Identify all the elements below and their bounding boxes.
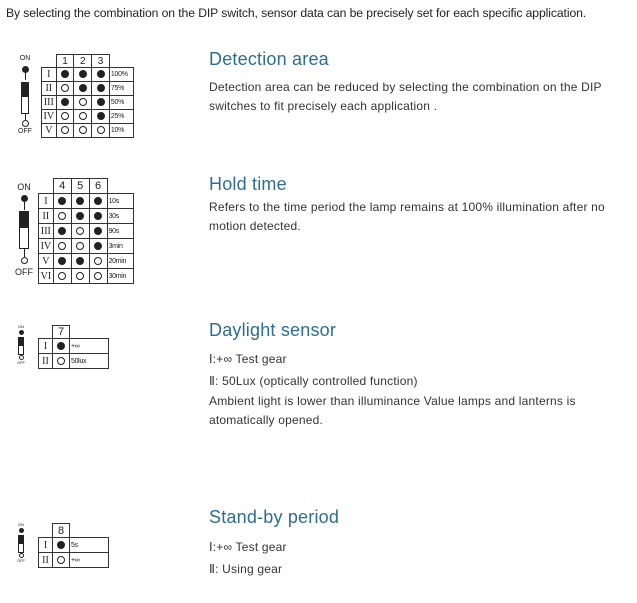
dip-state-cell [89, 254, 107, 269]
filled-circle-icon [94, 242, 102, 250]
dip-state-cell [74, 82, 92, 96]
filled-circle-icon [58, 257, 66, 265]
dip-state-cell [53, 553, 70, 568]
row-roman-numeral: IV [42, 110, 57, 124]
row-roman-numeral: I [39, 194, 54, 209]
row-value: +∞ [70, 339, 109, 354]
empty-circle-icon [58, 242, 66, 250]
on-indicator-icon [19, 528, 24, 533]
empty-circle-icon [58, 212, 66, 220]
col-header: 2 [74, 55, 92, 68]
row-roman-numeral: V [39, 254, 54, 269]
row-value: +∞ [70, 553, 109, 568]
col-header: 5 [71, 179, 89, 194]
switch-off-label: OFF [17, 558, 25, 563]
dip-switch-hold-time [10, 178, 126, 284]
intro-text: By selecting the combination on the DIP switch, sensor data can be precisely set for each specific application. [6, 6, 587, 20]
filled-circle-icon [97, 112, 105, 120]
filled-circle-icon [76, 257, 84, 265]
dip-state-cell [56, 82, 74, 96]
dip-state-cell [53, 354, 70, 369]
empty-circle-icon [76, 227, 84, 235]
off-indicator-icon [22, 120, 29, 127]
col-header: 3 [92, 55, 110, 68]
row-roman-numeral: VI [39, 269, 54, 284]
row-roman-numeral: III [42, 96, 57, 110]
filled-circle-icon [58, 227, 66, 235]
empty-circle-icon [61, 112, 69, 120]
empty-circle-icon [57, 357, 65, 365]
dip-state-cell [92, 68, 110, 82]
empty-circle-icon [94, 272, 102, 280]
row-value: 100% [109, 68, 133, 82]
row-value: 5s [70, 538, 109, 553]
section-desc-hold-time: Refers to the time period the lamp remains at 100% illumination after no motion detected. [209, 200, 605, 233]
empty-circle-icon [76, 242, 84, 250]
row-roman-numeral: II [42, 82, 57, 96]
row-value: 50lux [70, 354, 109, 369]
dip-state-cell [71, 194, 89, 209]
filled-circle-icon [97, 84, 105, 92]
arrow-up-icon [24, 202, 25, 210]
filled-circle-icon [79, 84, 87, 92]
row-value: 10% [109, 124, 133, 138]
col-header: 8 [53, 524, 70, 538]
dip-state-cell [53, 339, 70, 354]
filled-circle-icon [61, 70, 69, 78]
row-value: 30s [107, 209, 133, 224]
off-indicator-icon [21, 257, 28, 264]
row-value: 10s [107, 194, 133, 209]
filled-circle-icon [57, 342, 65, 350]
section-desc-detection-area: Detection area can be reduced by selecting the combination on the DIP switches to fit precisely each application . [209, 80, 602, 113]
filled-circle-icon [76, 212, 84, 220]
empty-circle-icon [97, 126, 105, 134]
dip-table [38, 523, 109, 568]
dip-state-cell [89, 269, 107, 284]
table-row [42, 110, 134, 124]
section-title-standby-period: Stand-by period [209, 507, 340, 527]
switch-off-label: OFF [17, 360, 25, 365]
standby-option-2: Ⅱ: Using gear [209, 562, 283, 576]
dip-state-cell [71, 224, 89, 239]
table-row [42, 124, 134, 138]
dip-toggle-graphic [10, 54, 40, 144]
dip-state-cell [89, 239, 107, 254]
empty-circle-icon [76, 272, 84, 280]
dip-toggle-graphic [10, 324, 32, 370]
table-row [39, 553, 109, 568]
on-indicator-icon [19, 330, 24, 335]
dip-state-cell [53, 209, 71, 224]
empty-circle-icon [79, 112, 87, 120]
dip-state-cell [53, 538, 70, 553]
row-value: 90s [107, 224, 133, 239]
switch-on-label: ON [18, 324, 24, 329]
dip-state-cell [71, 209, 89, 224]
switch-on-label: ON [18, 522, 24, 527]
table-row [39, 209, 134, 224]
dip-state-cell [89, 224, 107, 239]
row-roman-numeral: I [42, 68, 57, 82]
dip-state-cell [74, 68, 92, 82]
empty-circle-icon [58, 272, 66, 280]
table-row [39, 269, 134, 284]
row-value: 20min [107, 254, 133, 269]
table-row [39, 339, 109, 354]
table-row [42, 82, 134, 96]
row-roman-numeral: II [39, 553, 53, 568]
dip-state-cell [89, 209, 107, 224]
col-header: 1 [56, 55, 74, 68]
dip-state-cell [74, 96, 92, 110]
switch-off-label: OFF [15, 267, 33, 277]
dip-state-cell [89, 194, 107, 209]
dip-state-cell [92, 82, 110, 96]
standby-option-1: Ⅰ:+∞ Test gear [209, 540, 287, 554]
section-title-daylight-sensor: Daylight sensor [209, 320, 337, 340]
row-roman-numeral: I [39, 538, 53, 553]
filled-circle-icon [97, 70, 105, 78]
empty-circle-icon [57, 556, 65, 564]
row-value: 75% [109, 82, 133, 96]
daylight-option-1: Ⅰ:+∞ Test gear [209, 352, 287, 366]
empty-circle-icon [61, 84, 69, 92]
dip-state-cell [56, 110, 74, 124]
section-desc-daylight-sensor: Ambient light is lower than illuminance Value lamps and lanterns is atomatically opened. [209, 394, 576, 427]
dip-state-cell [92, 124, 110, 138]
arrow-up-icon [25, 73, 26, 80]
filled-circle-icon [94, 197, 102, 205]
arrow-down-icon [24, 249, 25, 257]
section-title-hold-time: Hold time [209, 174, 287, 194]
table-row [39, 254, 134, 269]
row-roman-numeral: I [39, 339, 53, 354]
filled-circle-icon [58, 197, 66, 205]
filled-circle-icon [61, 98, 69, 106]
filled-circle-icon [97, 98, 105, 106]
row-roman-numeral: II [39, 209, 54, 224]
dip-state-cell [53, 254, 71, 269]
switch-body [18, 535, 24, 553]
table-row [39, 194, 134, 209]
table-row [39, 224, 134, 239]
table-row [39, 239, 134, 254]
row-value: 30min [107, 269, 133, 284]
row-value: 3min [107, 239, 133, 254]
daylight-option-2: Ⅱ: 50Lux (optically controlled function) [209, 374, 418, 388]
col-header: 6 [89, 179, 107, 194]
table-row [39, 538, 109, 553]
dip-state-cell [71, 239, 89, 254]
col-header: 4 [53, 179, 71, 194]
dip-switch-standby-period [10, 522, 100, 568]
row-roman-numeral: IV [39, 239, 54, 254]
switch-body [18, 337, 24, 355]
dip-state-cell [71, 254, 89, 269]
col-header: 7 [53, 326, 70, 339]
filled-circle-icon [94, 227, 102, 235]
dip-table [38, 325, 109, 369]
dip-state-cell [53, 194, 71, 209]
dip-switch-daylight-sensor [10, 324, 100, 370]
dip-state-cell [56, 68, 74, 82]
dip-toggle-graphic [10, 522, 32, 568]
dip-state-cell [92, 110, 110, 124]
section-title-detection-area: Detection area [209, 49, 329, 69]
empty-circle-icon [61, 126, 69, 134]
dip-table [38, 178, 134, 284]
empty-circle-icon [94, 257, 102, 265]
dip-state-cell [53, 239, 71, 254]
dip-state-cell [53, 224, 71, 239]
dip-state-cell [92, 96, 110, 110]
dip-state-cell [74, 124, 92, 138]
empty-circle-icon [79, 126, 87, 134]
dip-state-cell [56, 124, 74, 138]
on-indicator-icon [22, 66, 29, 73]
switch-on-label: ON [19, 55, 31, 62]
switch-body [21, 82, 29, 114]
dip-state-cell [71, 269, 89, 284]
dip-state-cell [74, 110, 92, 124]
filled-circle-icon [57, 541, 65, 549]
switch-body [19, 211, 29, 249]
row-roman-numeral: III [39, 224, 54, 239]
dip-toggle-graphic [10, 178, 38, 284]
dip-state-cell [53, 269, 71, 284]
empty-circle-icon [79, 98, 87, 106]
table-row [39, 354, 109, 369]
dip-switch-detection-area [10, 54, 126, 144]
switch-off-label: OFF [18, 128, 32, 135]
table-row [42, 68, 134, 82]
dip-table [41, 54, 134, 138]
table-row [42, 96, 134, 110]
filled-circle-icon [94, 212, 102, 220]
switch-on-label: ON [17, 182, 31, 192]
row-roman-numeral: V [42, 124, 57, 138]
filled-circle-icon [76, 197, 84, 205]
row-value: 50% [109, 96, 133, 110]
on-indicator-icon [21, 195, 28, 202]
row-value: 25% [109, 110, 133, 124]
dip-state-cell [56, 96, 74, 110]
filled-circle-icon [79, 70, 87, 78]
row-roman-numeral: II [39, 354, 53, 369]
